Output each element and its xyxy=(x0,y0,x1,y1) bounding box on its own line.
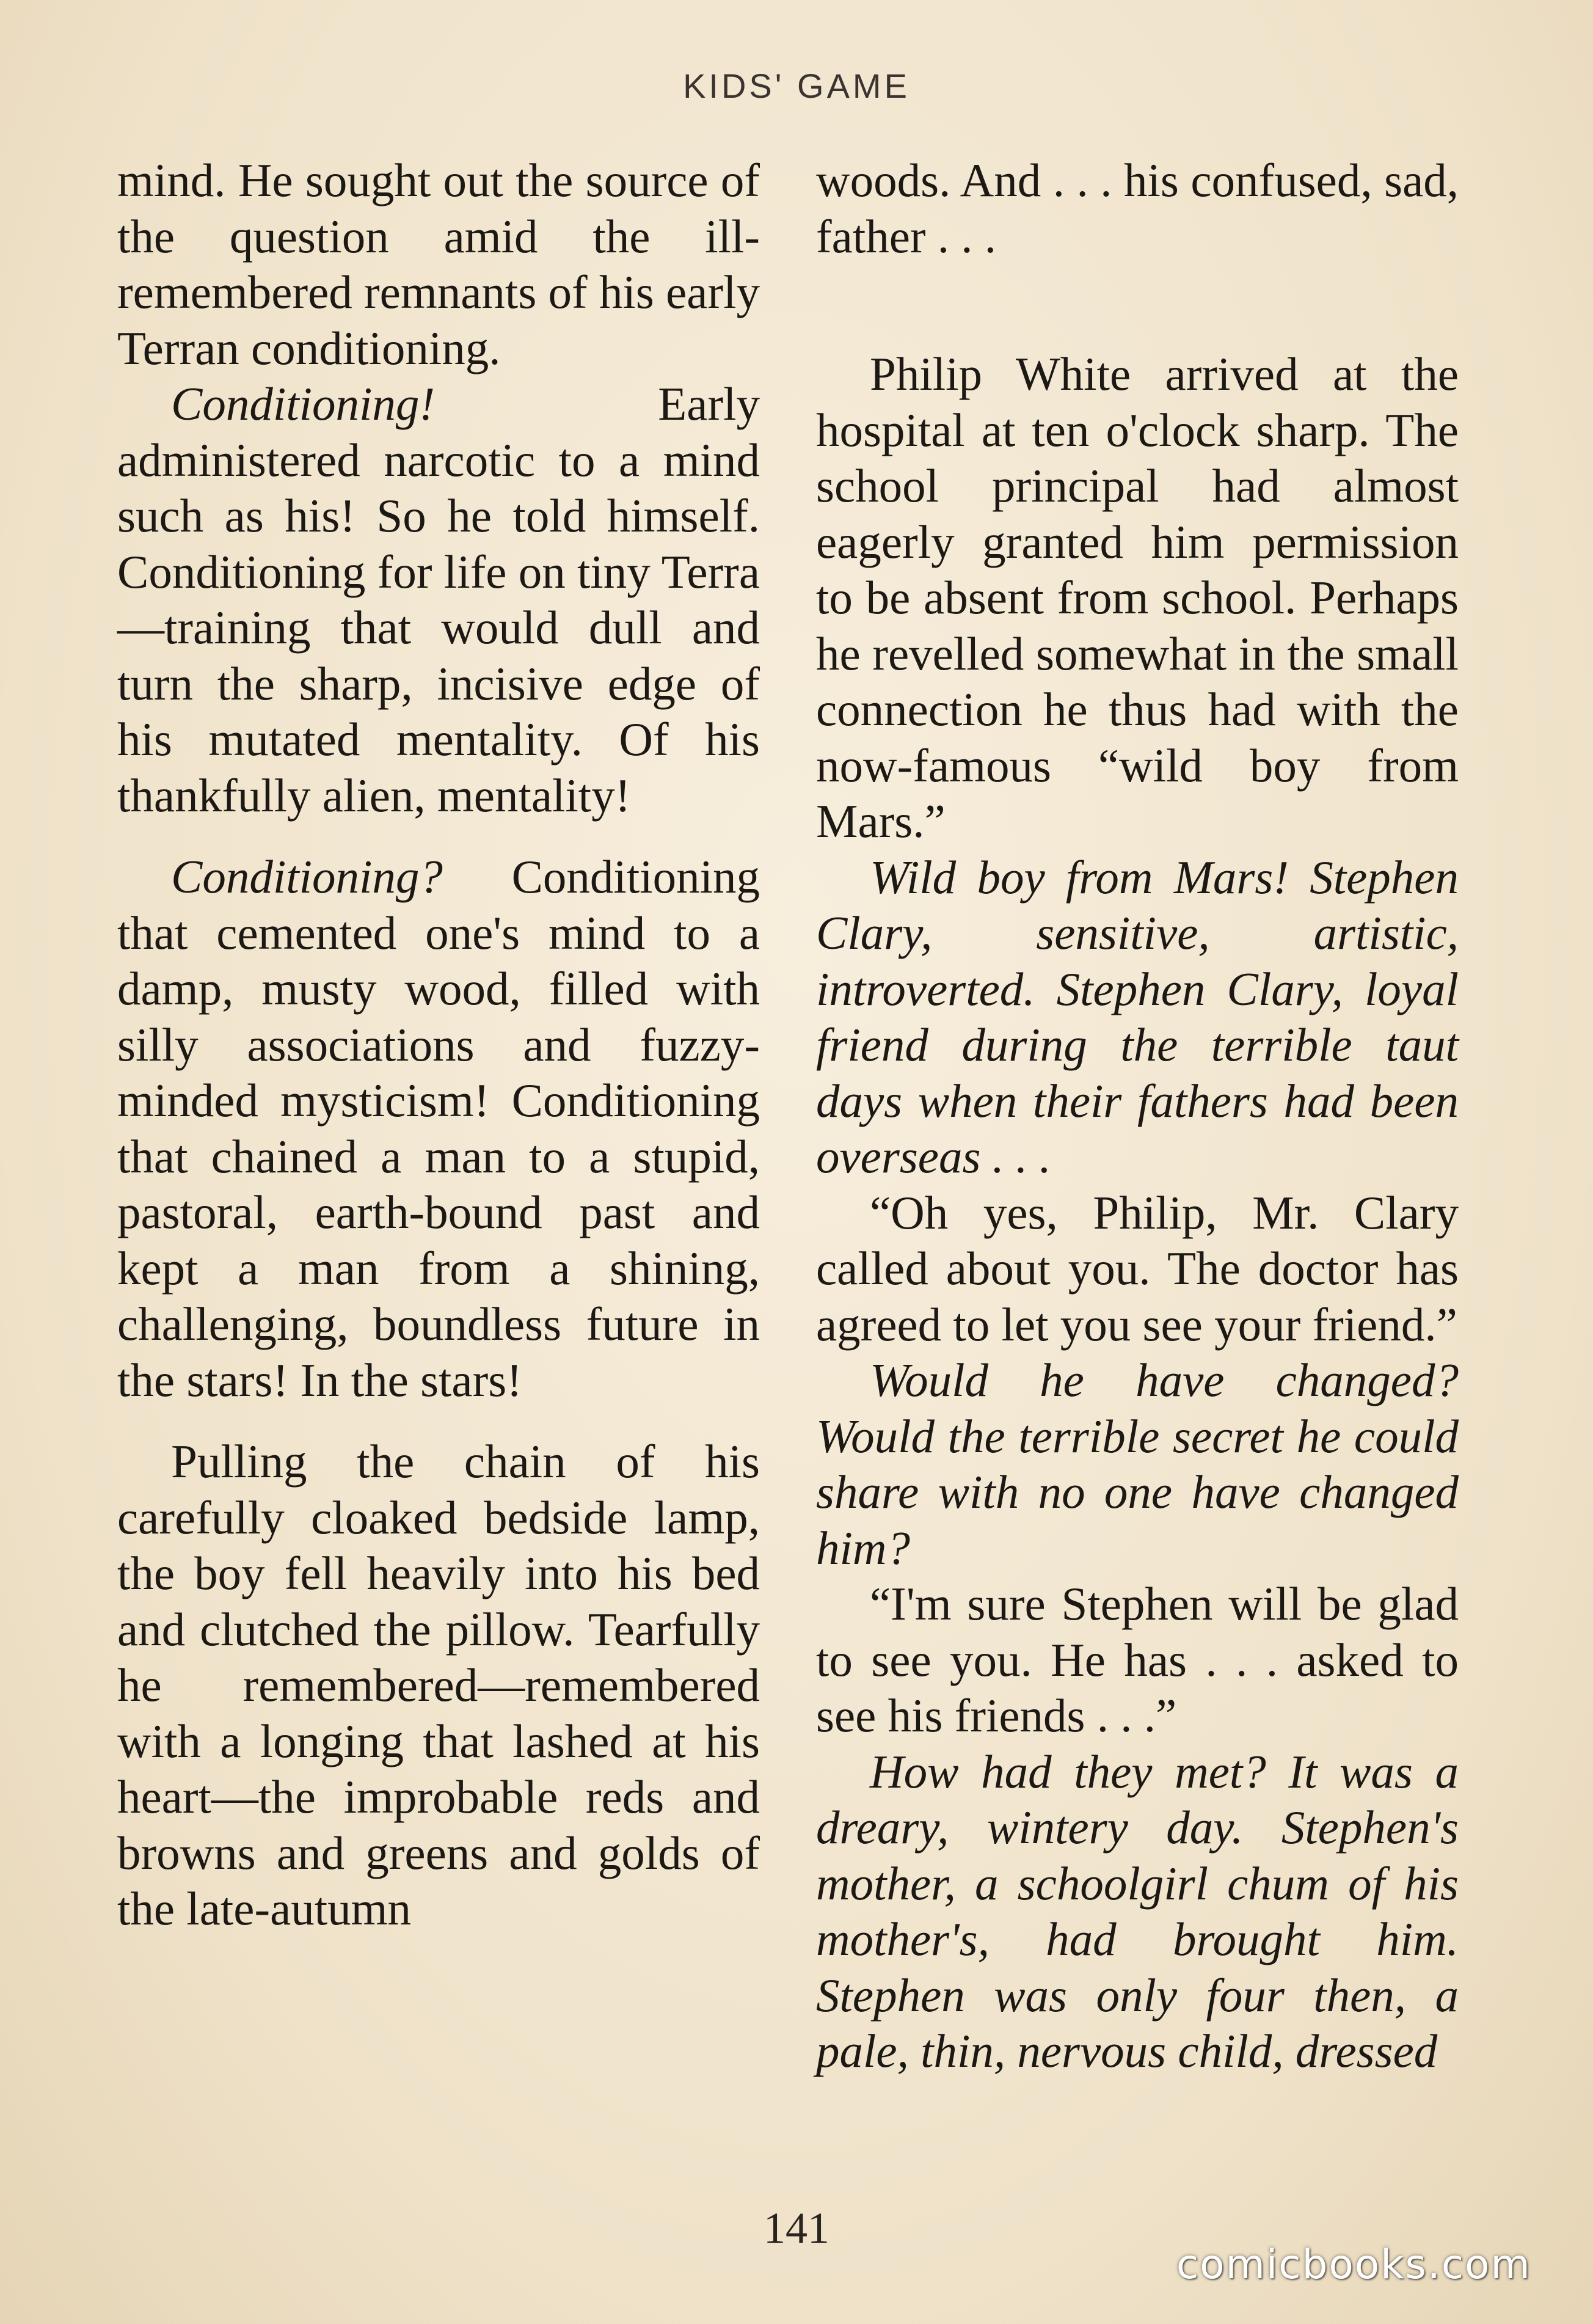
paragraph: “Oh yes, Philip, Mr. Clary called about you. The doctor has agreed to let you see your friend.” xyxy=(816,1186,1459,1351)
paragraph: Conditioning? Conditioning that cemented one's mind to a damp, musty wood, filled with silly associations and fuzzy-minded mysticism! Conditioning that chained a man to a stupid, pastoral, earth-bound past and kept a man from a shining, challenging, boundless future in the stars! In the stars! xyxy=(117,850,760,1406)
watermark: comicbooks.com xyxy=(1176,2241,1531,2288)
running-header: KIDS' GAME xyxy=(683,67,910,105)
paragraph: Pulling the chain of his carefully cloaked bedside lamp, the boy fell heavily into his bed and clutched the pillow. Tearfully he remembered—remembered with a longing that lashed at his heart—the improbable reds and browns and greens and golds of the late-autumn xyxy=(117,1435,760,1935)
paragraph: Conditioning! Early administered narcotic to a mind such as his! So he told himself. Conditioning for life on tiny Terra—training that would dull and turn the sharp, incisive edge of his mutated mentality. Of his thankfully alien, mentality! xyxy=(117,378,760,822)
italic-lead: Conditioning? xyxy=(171,850,443,903)
paragraph: mind. He sought out the source of the question amid the ill-remembered remnants of his early Terran conditioning. xyxy=(117,154,760,375)
page-number: 141 xyxy=(764,2204,829,2253)
italic-paragraph: Would he have changed? Would the terrible secret he could share with no one have changed him? xyxy=(816,1354,1459,1574)
paragraph: woods. And . . . his confused, sad, father . . . xyxy=(816,154,1459,263)
left-text-column xyxy=(117,153,760,1937)
paragraph: “I'm sure Stephen will be glad to see you. He has . . . asked to see his friends . . .” xyxy=(816,1577,1459,1742)
paragraph: Philip White arrived at the hospital at ten o'clock sharp. The school principal had almost eagerly granted him permission to be absent from school. Perhaps he revelled somewhat in the small connection he thus had with the now-famous “wild boy from Mars.” xyxy=(816,348,1459,847)
italic-paragraph: How had they met? It was a dreary, wintery day. Stephen's mother, a schoolgirl chum of his mother's, had brought him. Stephen was only four then, a pale, thin, nervous child, dressed xyxy=(816,1745,1459,2077)
italic-lead: Conditioning! xyxy=(171,378,436,430)
right-text-column xyxy=(816,153,1459,2080)
italic-paragraph: Wild boy from Mars! Stephen Clary, sensitive, artistic, introverted. Stephen Clary, loyal friend during the terrible taut days when their fathers had been overseas . . . xyxy=(816,850,1459,1183)
